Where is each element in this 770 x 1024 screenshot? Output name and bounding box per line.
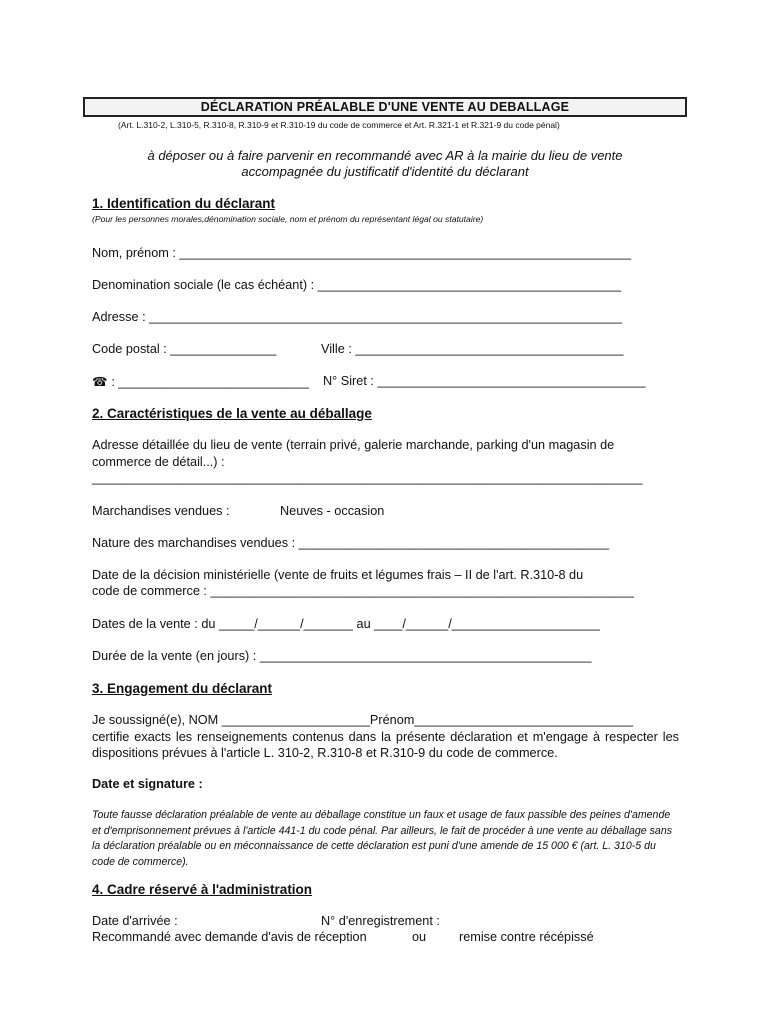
- section-1-heading: 1. Identification du déclarant: [92, 196, 276, 211]
- recommande-option: Recommandé avec demande d'avis de réception: [92, 930, 367, 944]
- section-1-note: (Pour les personnes morales,dénomination sociale, nom et prénom du représentant légal ou statutaire): [92, 214, 484, 224]
- date-signature-label: Date et signature :: [92, 777, 203, 791]
- dates-vente-field[interactable]: Dates de la vente : du _____/______/_______ au ____/______/_____________________: [92, 617, 600, 631]
- nom-prenom-signataire-field[interactable]: Je soussigné(e), NOM _____________________Prénom_______________________________: [92, 713, 634, 727]
- nature-marchandises-field[interactable]: Nature des marchandises vendues : ____________________________________________: [92, 536, 610, 550]
- ou-label: ou: [412, 930, 427, 944]
- ville-field[interactable]: Ville : ______________________________________: [321, 342, 624, 356]
- instruction-line-2: accompagnée du justificatif d'identité du déclarant: [241, 164, 529, 179]
- decision-field[interactable]: code de commerce : ____________________________________________________________: [92, 584, 634, 598]
- denomination-field[interactable]: Denomination sociale (le cas échéant) : ___________________________________________: [92, 278, 622, 292]
- lieu-vente-line-2: commerce de détail...) :: [92, 455, 225, 469]
- engagement-paragraph: certifie exacts les renseignements contenus dans la présente déclaration et m'engage à respecter les dispositions prévues à l'article L. 310-2, R.310-8 et R.310-9 du code de commerce.: [92, 730, 679, 760]
- remise-option: remise contre récépissé: [459, 930, 594, 944]
- decision-line-1: Date de la décision ministérielle (vente de fruits et légumes frais – II de l'art. R.310-8 du: [92, 568, 584, 582]
- legal-references: (Art. L.310-2, L.310-5, R.310-8, R.310-9 et R.310-19 du code de commerce et Art. R.321-1 et R.321-9 du code pénal): [118, 120, 560, 130]
- siret-field[interactable]: N° Siret : ______________________________________: [323, 374, 646, 388]
- document-title: DÉCLARATION PRÉALABLE D'UNE VENTE AU DEBALLAGE: [200, 100, 570, 114]
- lieu-vente-field[interactable]: ______________________________________________________________________________: [92, 471, 643, 485]
- date-arrivee-label: Date d'arrivée :: [92, 914, 178, 928]
- marchandises-label: Marchandises vendues :: [92, 504, 230, 518]
- lieu-vente-line-1: Adresse détaillée du lieu de vente (terrain privé, galerie marchande, parking d'un magasin de: [92, 438, 615, 452]
- section-3-heading: 3. Engagement du déclarant: [92, 681, 273, 696]
- warning-paragraph: Toute fausse déclaration préalable de vente au déballage constitue un faux et usage de faux passible des peines d'amende et d'emprisonnement prévues à l'article 441-1 du code pénal. Par ailleurs, le fait de procéder à une vente au déballage sans la déclaration préalable ou en méconnaissance de cette déclaration est puni d'une amende de 15 000 € (art. L. 310-5 du code de commerce).: [92, 809, 673, 868]
- section-4-heading: 4. Cadre réservé à l'administration: [92, 882, 313, 897]
- title-box: [83, 97, 687, 117]
- nom-prenom-field[interactable]: Nom, prénom : ________________________________________________________________: [92, 246, 632, 260]
- instruction-line-1: à déposer ou à faire parvenir en recommandé avec AR à la mairie du lieu de vente: [147, 148, 623, 163]
- adresse-field[interactable]: Adresse : ___________________________________________________________________: [92, 310, 622, 324]
- enregistrement-label: N° d'enregistrement :: [321, 914, 440, 928]
- code-postal-field[interactable]: Code postal : _______________: [92, 342, 277, 356]
- phone-field[interactable]: ☎ : ___________________________: [92, 375, 309, 389]
- marchandises-options[interactable]: Neuves - occasion: [280, 504, 385, 518]
- duree-vente-field[interactable]: Durée de la vente (en jours) : _______________________________________________: [92, 649, 592, 663]
- section-2-heading: 2. Caractéristiques de la vente au déballage: [92, 406, 372, 421]
